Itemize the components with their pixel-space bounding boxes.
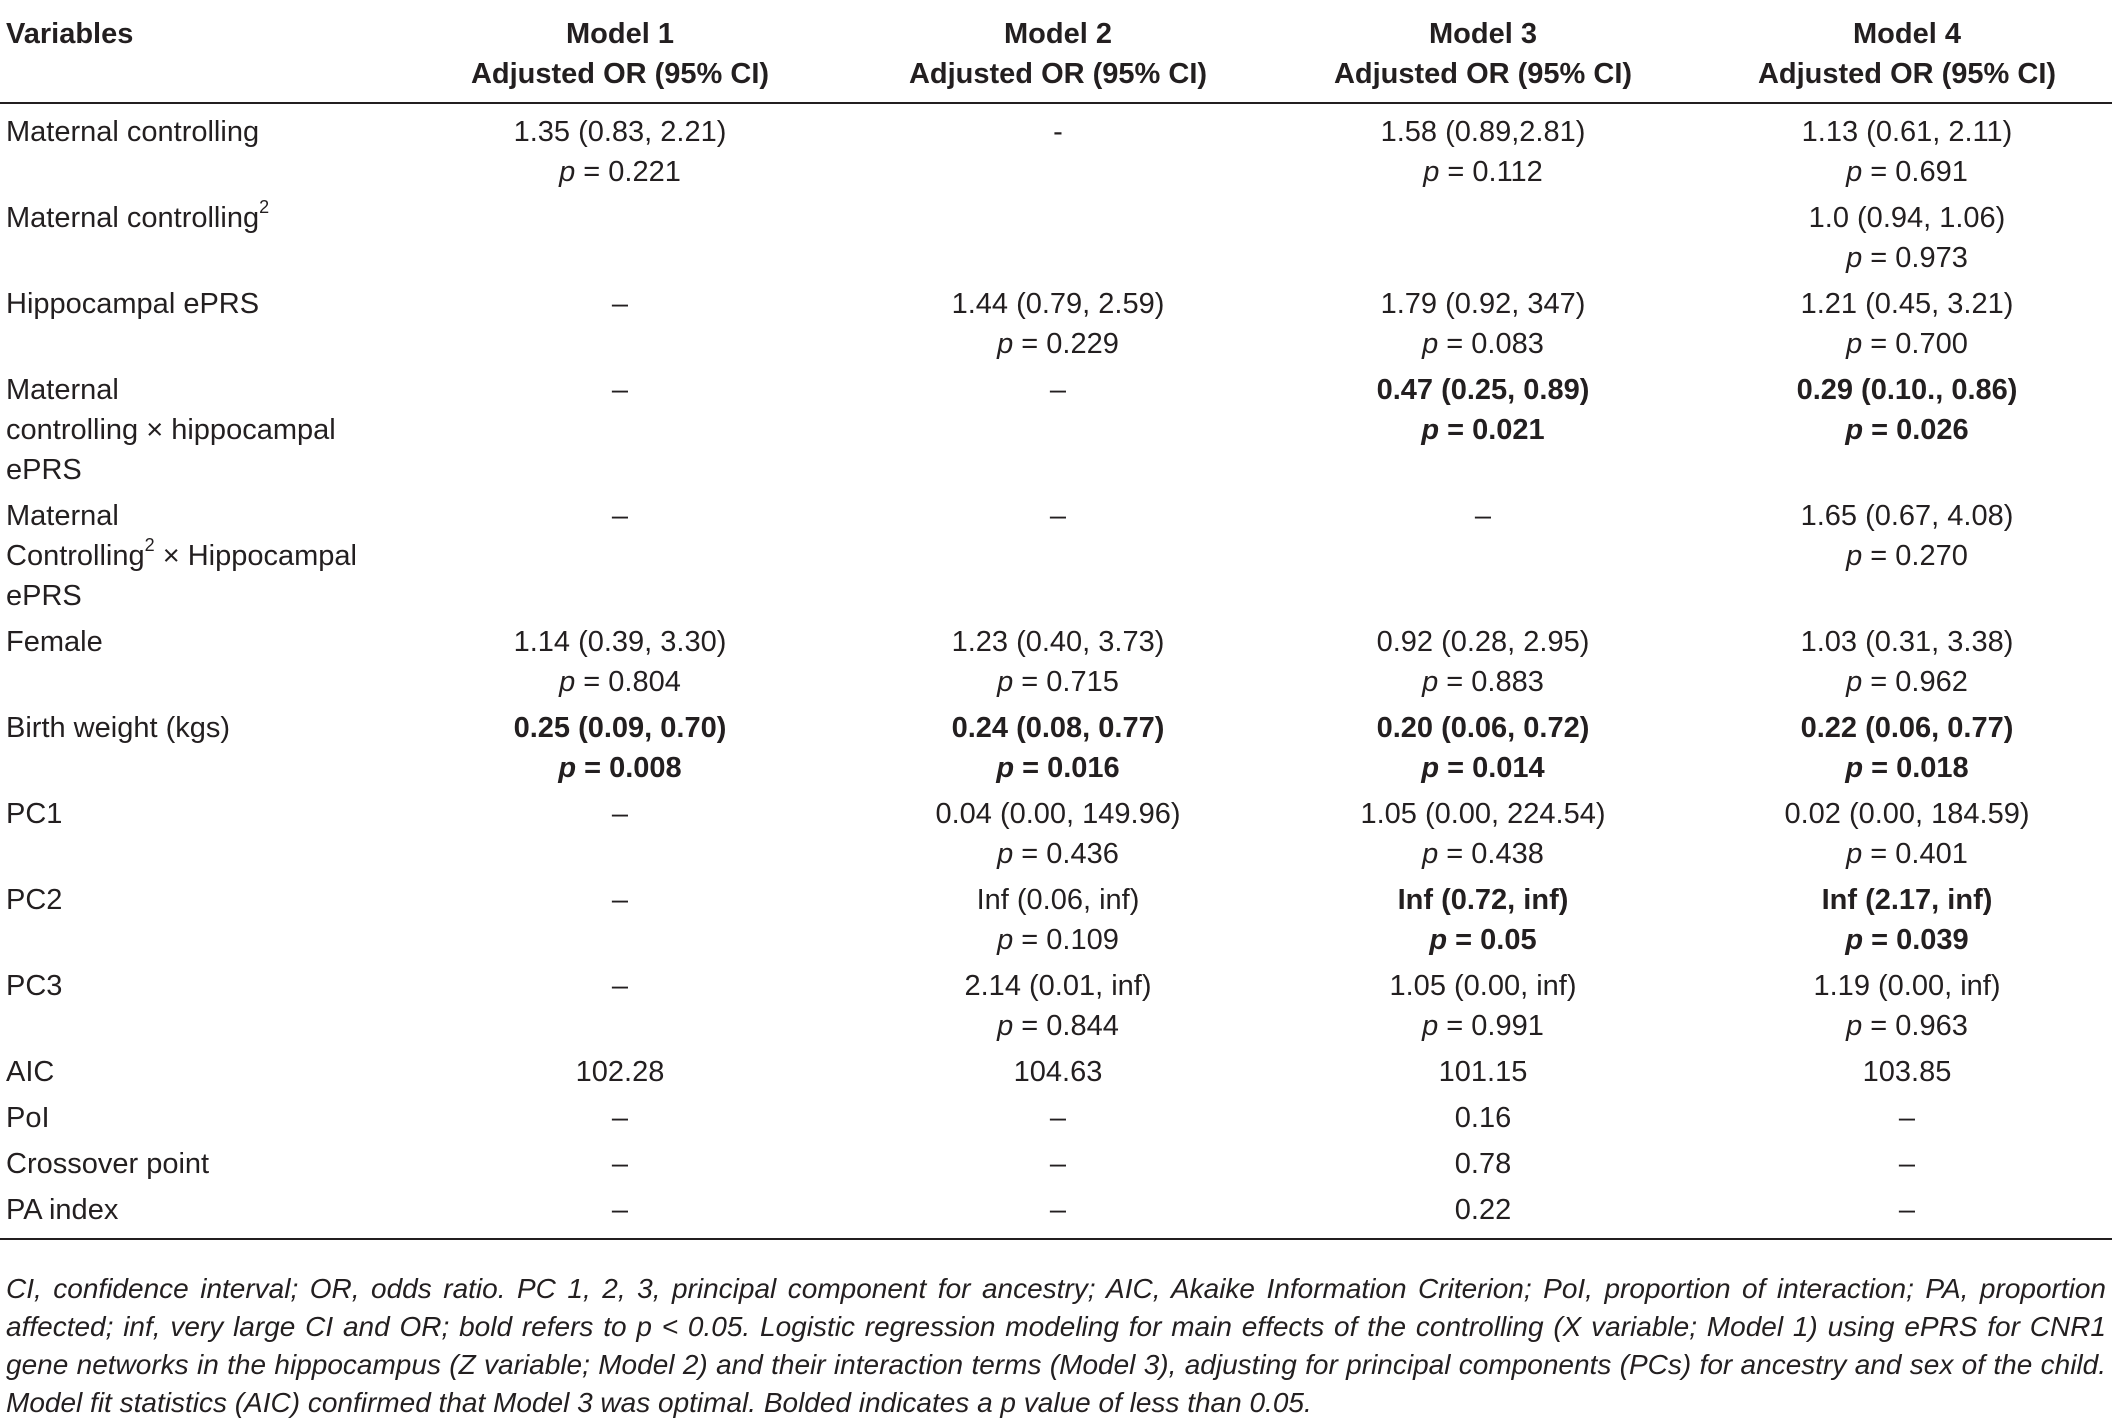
model-name: Model 2: [1004, 18, 1112, 50]
odds-ratio: 1.79 (0.92, 347): [1380, 288, 1586, 320]
row-label-text: Maternal: [6, 500, 119, 532]
row-label: [0, 493, 388, 619]
p-symbol: p: [1421, 414, 1440, 446]
odds-ratio: –: [611, 1194, 629, 1226]
table-row: [0, 103, 2112, 195]
row-label-text: Maternal controlling: [6, 116, 260, 148]
regression-table: [0, 14, 2112, 1240]
model-1-cell: [388, 1187, 852, 1239]
row-label: [0, 963, 388, 1049]
p-value: [1702, 536, 2112, 576]
p-value: [1702, 1006, 2112, 1046]
odds-ratio: –: [611, 288, 629, 320]
p-value-text: = 0.112: [1439, 156, 1543, 188]
header-model-1: [388, 14, 852, 103]
odds-ratio: 1.05 (0.00, 224.54): [1360, 798, 1606, 830]
p-symbol: p: [997, 666, 1014, 698]
header-model-2: [852, 14, 1264, 103]
odds-ratio: 0.92 (0.28, 2.95): [1376, 626, 1590, 658]
table-header: [0, 14, 2112, 103]
p-symbol: p: [559, 666, 576, 698]
odds-ratio: 1.03 (0.31, 3.38): [1800, 626, 2014, 658]
p-value-text: = 0.016: [1014, 752, 1120, 784]
odds-ratio: 1.05 (0.00, inf): [1389, 970, 1577, 1002]
p-symbol: p: [997, 328, 1014, 360]
p-value-text: = 0.963: [1862, 1010, 1968, 1042]
odds-ratio: 0.20 (0.06, 0.72): [1376, 712, 1590, 744]
row-label-line: [6, 112, 388, 152]
model-1-cell: [388, 195, 852, 281]
p-value-text: = 0.991: [1438, 1010, 1544, 1042]
row-label-line: [6, 1098, 388, 1138]
model-4-cell: [1702, 705, 2112, 791]
p-symbol: p: [1423, 156, 1440, 188]
p-value-text: = 0.691: [1862, 156, 1968, 188]
p-value-text: = 0.883: [1438, 666, 1544, 698]
row-label-text: ePRS: [6, 580, 82, 612]
table-row: [0, 281, 2112, 367]
p-symbol: p: [997, 924, 1014, 956]
odds-ratio: 0.78: [1454, 1148, 1512, 1180]
model-3-cell: [1264, 493, 1702, 619]
model-1-cell: [388, 1141, 852, 1187]
row-label-line: [6, 622, 388, 662]
p-symbol: p: [1429, 924, 1448, 956]
row-label-text: PC1: [6, 798, 63, 830]
model-subtitle: Adjusted OR (95% CI): [908, 58, 1208, 90]
odds-ratio: 0.04 (0.00, 149.96): [935, 798, 1181, 830]
model-4-cell: [1702, 1049, 2112, 1095]
table-row: [0, 619, 2112, 705]
row-label: [0, 791, 388, 877]
odds-ratio: 0.22 (0.06, 0.77): [1800, 712, 2014, 744]
model-3-cell: [1264, 103, 1702, 195]
p-value: [1702, 152, 2112, 192]
odds-ratio: –: [1049, 1194, 1067, 1226]
p-symbol: p: [997, 1010, 1014, 1042]
row-label-line: [6, 966, 388, 1006]
row-label-line: [6, 496, 388, 536]
model-3-cell: [1264, 705, 1702, 791]
model-3-cell: [1264, 195, 1702, 281]
odds-ratio: –: [611, 500, 629, 532]
odds-ratio: 0.22: [1454, 1194, 1512, 1226]
header-model-4: [1702, 14, 2112, 103]
p-symbol: p: [1421, 752, 1440, 784]
row-label-line: [6, 708, 388, 748]
table-row: [0, 1049, 2112, 1095]
odds-ratio: 1.58 (0.89,2.81): [1380, 116, 1586, 148]
model-name: Model 4: [1853, 18, 1961, 50]
p-value: [388, 152, 852, 192]
superscript: 2: [259, 197, 270, 218]
model-4-cell: [1702, 103, 2112, 195]
model-2-cell: [852, 281, 1264, 367]
odds-ratio: –: [611, 1102, 629, 1134]
row-label-line: [6, 794, 388, 834]
row-label-text: Crossover point: [6, 1148, 210, 1180]
p-value-text: = 0.229: [1013, 328, 1119, 360]
row-label: [0, 103, 388, 195]
row-label-text: AIC: [6, 1056, 55, 1088]
p-value: [1264, 662, 1702, 702]
p-value: [852, 834, 1264, 874]
row-label: [0, 367, 388, 493]
model-1-cell: [388, 1095, 852, 1141]
odds-ratio: 102.28: [575, 1056, 665, 1088]
model-1-cell: [388, 1049, 852, 1095]
model-2-cell: [852, 1187, 1264, 1239]
odds-ratio: 0.47 (0.25, 0.89): [1376, 374, 1590, 406]
row-label-text: Maternal controlling: [6, 202, 260, 234]
row-label-line: [6, 410, 388, 450]
row-label: [0, 1141, 388, 1187]
model-1-cell: [388, 705, 852, 791]
odds-ratio: 0.24 (0.08, 0.77): [951, 712, 1165, 744]
p-value-text: = 0.039: [1863, 924, 1969, 956]
model-2-cell: [852, 195, 1264, 281]
model-4-cell: [1702, 963, 2112, 1049]
model-2-cell: [852, 367, 1264, 493]
p-symbol: p: [996, 752, 1015, 784]
p-value: [1264, 748, 1702, 788]
row-label-text: PoI: [6, 1102, 50, 1134]
model-4-cell: [1702, 1187, 2112, 1239]
model-1-cell: [388, 281, 852, 367]
p-value-text: = 0.844: [1013, 1010, 1119, 1042]
p-value: [852, 662, 1264, 702]
p-value: [1702, 324, 2112, 364]
model-name: Model 3: [1429, 18, 1537, 50]
model-4-cell: [1702, 493, 2112, 619]
odds-ratio: –: [1049, 500, 1067, 532]
model-1-cell: [388, 963, 852, 1049]
row-label-line: [6, 370, 388, 410]
model-name: Model 1: [566, 18, 674, 50]
model-4-cell: [1702, 195, 2112, 281]
p-value-text: = 0.401: [1862, 838, 1968, 870]
model-1-cell: [388, 493, 852, 619]
p-value: [1702, 920, 2112, 960]
odds-ratio: –: [1049, 1102, 1067, 1134]
model-4-cell: [1702, 619, 2112, 705]
row-label-text: Birth weight (kgs): [6, 712, 231, 744]
p-value: [1702, 238, 2112, 278]
odds-ratio: 1.65 (0.67, 4.08): [1800, 500, 2014, 532]
row-label: [0, 1095, 388, 1141]
model-4-cell: [1702, 281, 2112, 367]
model-2-cell: [852, 791, 1264, 877]
odds-ratio: 1.21 (0.45, 3.21): [1800, 288, 2014, 320]
odds-ratio: 101.15: [1438, 1056, 1528, 1088]
row-label-text: controlling × hippocampal: [6, 414, 336, 446]
odds-ratio: Inf (0.06, inf): [976, 884, 1140, 916]
odds-ratio: 1.44 (0.79, 2.59): [951, 288, 1165, 320]
row-label-text: PC2: [6, 884, 63, 916]
model-3-cell: [1264, 1141, 1702, 1187]
p-value-text: = 0.804: [575, 666, 681, 698]
p-value: [852, 1006, 1264, 1046]
odds-ratio: –: [1898, 1148, 1916, 1180]
model-2-cell: [852, 1049, 1264, 1095]
odds-ratio: –: [1049, 1148, 1067, 1180]
odds-ratio: 1.0 (0.94, 1.06): [1808, 202, 2006, 234]
odds-ratio: –: [611, 970, 629, 1002]
row-label-line: [6, 284, 388, 324]
model-3-cell: [1264, 791, 1702, 877]
table-row: [0, 367, 2112, 493]
superscript: 2: [144, 535, 155, 556]
row-label-line: [6, 450, 388, 490]
p-value-text: = 0.700: [1862, 328, 1968, 360]
odds-ratio: -: [1053, 116, 1063, 148]
row-label: [0, 619, 388, 705]
model-4-cell: [1702, 367, 2112, 493]
p-value-text: = 0.973: [1862, 242, 1968, 274]
model-3-cell: [1264, 1187, 1702, 1239]
p-value: [852, 324, 1264, 364]
model-3-cell: [1264, 619, 1702, 705]
row-label-text: ePRS: [6, 454, 82, 486]
header-model-3: [1264, 14, 1702, 103]
p-value-text: = 0.715: [1013, 666, 1119, 698]
p-value: [1264, 1006, 1702, 1046]
p-symbol: p: [1422, 1010, 1439, 1042]
odds-ratio: 2.14 (0.01, inf): [964, 970, 1152, 1002]
p-symbol: p: [1422, 666, 1439, 698]
odds-ratio: 103.85: [1862, 1056, 1952, 1088]
odds-ratio: 0.16: [1454, 1102, 1512, 1134]
row-label-text: Controlling: [6, 540, 145, 572]
p-symbol: p: [1846, 1010, 1863, 1042]
model-3-cell: [1264, 1049, 1702, 1095]
p-value-text: = 0.436: [1013, 838, 1119, 870]
p-symbol: p: [1846, 838, 1863, 870]
table-footnote: CI, confidence interval; OR, odds ratio. PC 1, 2, 3, principal component for ancestry; AIC, Akaike Information Criterion; PoI, proportion of interaction; PA, proportion affected; inf, very large CI and OR; bold refers to p < 0.05. Logistic regression modeling for main effects of the controlling (X variable; Model 1) using ePRS for CNR1 gene networks in the hippocampus (Z variable; Model 2) and their interaction terms (Model 3), adjusting for principal components (PCs) for ancestry and sex of the child. Model fit statistics (AIC) confirmed that Model 3 was optimal. Bolded indicates a p value of less than 0.05.: [6, 1273, 2106, 1418]
model-4-cell: [1702, 1095, 2112, 1141]
row-label: [0, 877, 388, 963]
row-label-text: Female: [6, 626, 103, 658]
p-value-text: = 0.438: [1438, 838, 1544, 870]
row-label-line: [6, 880, 388, 920]
table-row: [0, 791, 2112, 877]
model-3-cell: [1264, 877, 1702, 963]
row-label-line: [6, 1190, 388, 1230]
table-row: [0, 195, 2112, 281]
odds-ratio: –: [611, 798, 629, 830]
model-4-cell: [1702, 877, 2112, 963]
p-value: [1264, 324, 1702, 364]
odds-ratio: –: [611, 374, 629, 406]
odds-ratio: 0.29 (0.10., 0.86): [1796, 374, 2018, 406]
p-symbol: p: [1845, 924, 1864, 956]
p-value: [852, 748, 1264, 788]
model-4-cell: [1702, 791, 2112, 877]
p-symbol: p: [1846, 666, 1863, 698]
model-2-cell: [852, 103, 1264, 195]
header-row: [0, 14, 2112, 103]
p-symbol: p: [997, 838, 1014, 870]
odds-ratio: –: [1474, 500, 1492, 532]
odds-ratio: –: [611, 1148, 629, 1180]
row-label-text: Hippocampal ePRS: [6, 288, 260, 320]
p-symbol: p: [1845, 752, 1864, 784]
model-1-cell: [388, 103, 852, 195]
p-value-text: = 0.05: [1447, 924, 1537, 956]
table-row: [0, 877, 2112, 963]
p-symbol: p: [1846, 540, 1863, 572]
model-subtitle: Adjusted OR (95% CI): [1333, 58, 1633, 90]
odds-ratio: 0.02 (0.00, 184.59): [1784, 798, 2030, 830]
odds-ratio: 1.13 (0.61, 2.11): [1801, 116, 2013, 148]
p-value-text: = 0.221: [575, 156, 681, 188]
p-value-text: = 0.018: [1863, 752, 1969, 784]
p-value-text: = 0.008: [576, 752, 682, 784]
model-3-cell: [1264, 963, 1702, 1049]
header-variables: Variables: [0, 14, 388, 103]
odds-ratio: 104.63: [1013, 1056, 1103, 1088]
row-label-text: PA index: [6, 1194, 119, 1226]
row-label: [0, 1187, 388, 1239]
odds-ratio: 1.19 (0.00, inf): [1813, 970, 2001, 1002]
model-3-cell: [1264, 281, 1702, 367]
p-value: [1702, 410, 2112, 450]
p-value: [1264, 152, 1702, 192]
model-4-cell: [1702, 1141, 2112, 1187]
row-label-text: × Hippocampal: [154, 540, 357, 572]
p-value: [1702, 834, 2112, 874]
p-value-text: = 0.962: [1862, 666, 1968, 698]
p-value-text: = 0.014: [1439, 752, 1545, 784]
odds-ratio: Inf (0.72, inf): [1397, 884, 1569, 916]
table-row: [0, 1141, 2112, 1187]
p-value: [1702, 662, 2112, 702]
p-symbol: p: [1846, 242, 1863, 274]
row-label-text: Maternal: [6, 374, 119, 406]
p-value-text: = 0.021: [1439, 414, 1545, 446]
table-body: [0, 103, 2112, 1239]
p-value-text: = 0.083: [1438, 328, 1544, 360]
p-symbol: p: [1422, 838, 1439, 870]
p-value: [388, 662, 852, 702]
odds-ratio: 1.23 (0.40, 3.73): [951, 626, 1165, 658]
table-row: [0, 705, 2112, 791]
p-value-text: = 0.109: [1013, 924, 1119, 956]
p-value: [1264, 834, 1702, 874]
model-2-cell: [852, 877, 1264, 963]
p-value: [852, 920, 1264, 960]
model-3-cell: [1264, 1095, 1702, 1141]
model-2-cell: [852, 619, 1264, 705]
odds-ratio: 0.25 (0.09, 0.70): [513, 712, 727, 744]
p-symbol: p: [1846, 328, 1863, 360]
row-label-line: [6, 536, 388, 576]
p-symbol: p: [559, 156, 576, 188]
odds-ratio: –: [1049, 374, 1067, 406]
model-2-cell: [852, 963, 1264, 1049]
table-row: [0, 963, 2112, 1049]
row-label-text: PC3: [6, 970, 63, 1002]
model-subtitle: Adjusted OR (95% CI): [470, 58, 770, 90]
model-2-cell: [852, 493, 1264, 619]
model-2-cell: [852, 1141, 1264, 1187]
p-value: [1264, 920, 1702, 960]
table-row: [0, 1095, 2112, 1141]
odds-ratio: –: [1898, 1194, 1916, 1226]
row-label: [0, 195, 388, 281]
table-row: [0, 1187, 2112, 1239]
row-label: [0, 281, 388, 367]
row-label: [0, 705, 388, 791]
model-1-cell: [388, 791, 852, 877]
model-2-cell: [852, 1095, 1264, 1141]
p-value: [1264, 410, 1702, 450]
odds-ratio: 1.35 (0.83, 2.21): [513, 116, 727, 148]
row-label-line: [6, 1144, 388, 1184]
model-3-cell: [1264, 367, 1702, 493]
model-1-cell: [388, 877, 852, 963]
model-2-cell: [852, 705, 1264, 791]
p-value: [1702, 748, 2112, 788]
model-subtitle: Adjusted OR (95% CI): [1757, 58, 2057, 90]
p-symbol: p: [1845, 414, 1864, 446]
odds-ratio: Inf (2.17, inf): [1821, 884, 1993, 916]
p-symbol: p: [1422, 328, 1439, 360]
p-value: [388, 748, 852, 788]
row-label-line: [6, 576, 388, 616]
odds-ratio: 1.14 (0.39, 3.30): [513, 626, 727, 658]
table-row: [0, 493, 2112, 619]
model-1-cell: [388, 367, 852, 493]
odds-ratio: –: [611, 884, 629, 916]
p-value-text: = 0.026: [1863, 414, 1969, 446]
p-value-text: = 0.270: [1862, 540, 1968, 572]
row-label: [0, 1049, 388, 1095]
p-symbol: p: [1846, 156, 1863, 188]
row-label-line: [6, 198, 388, 238]
row-label-line: [6, 1052, 388, 1092]
odds-ratio: –: [1898, 1102, 1916, 1134]
model-1-cell: [388, 619, 852, 705]
p-symbol: p: [558, 752, 577, 784]
